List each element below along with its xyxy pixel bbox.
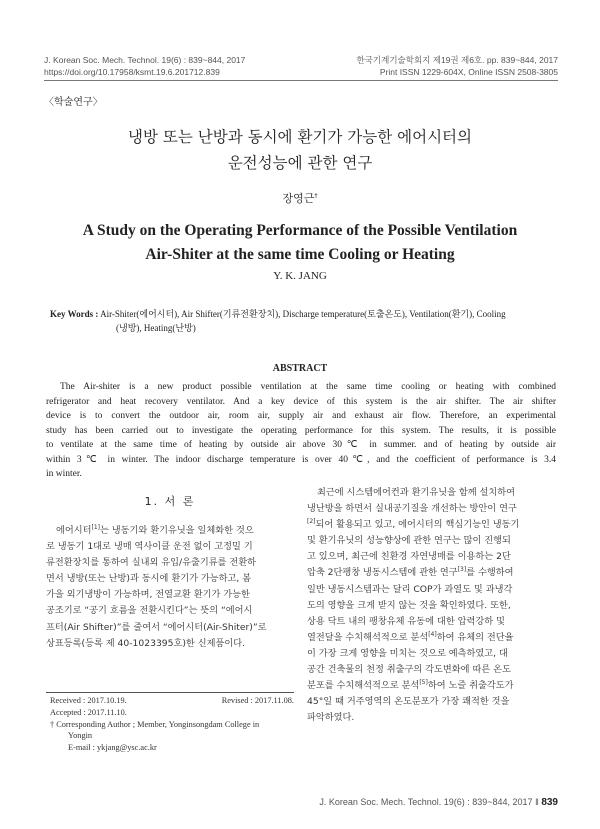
body-line: 최근에 시스템에어컨과 환기유닛을 함께 설치하여 bbox=[317, 487, 516, 498]
body-line: 고 있으며, 최근에 친환경 자연냉매를 이용하는 2단 bbox=[307, 551, 511, 563]
footnote-divider bbox=[46, 692, 294, 693]
author-english: Y. K. JANG bbox=[273, 270, 327, 282]
author-korean bbox=[0, 190, 600, 206]
abstract-line: The Air-shiter is a new product possible ventilation at the same time cooling or heating with combined bbox=[60, 382, 556, 392]
body-line: 가을 외기냉방이 가능하며, 전열교환 환기가 가능한 bbox=[46, 589, 250, 601]
article-category: 〈학술연구〉 bbox=[44, 97, 103, 108]
received-date: Received : 2017.10.19. bbox=[50, 696, 127, 705]
title-korean bbox=[0, 124, 600, 176]
body-column-left bbox=[46, 523, 294, 652]
body-line: 압축 2단팽창 냉동시스템에 관한 연구[3]를 수행하여 bbox=[307, 566, 514, 579]
body-line: 상용 닥트 내의 팽창유체 유동에 대한 압력강하 및 bbox=[307, 615, 505, 627]
body-line: 로 냉동기 1대로 냉매 역사이클 운전 없이 고정밀 기 bbox=[46, 541, 253, 553]
abstract-line: study has been carried out to investigate the operating performance for this system. The results, it is possible bbox=[46, 425, 556, 436]
footer-citation: J. Korean Soc. Mech. Technol. 19(6) : 839~844, 2017 bbox=[319, 797, 533, 807]
revised-date: Revised : 2017.11.08. bbox=[221, 696, 294, 705]
corresponding-author: † Corresponding Author ; Member, Yonginsongdam College in bbox=[50, 719, 260, 729]
body-line: 도의 영향을 크게 받지 않는 것을 확인하였다. 또한, bbox=[307, 599, 511, 611]
citation-ref[interactable]: [2] bbox=[307, 518, 316, 526]
corresponding-author-mark: † bbox=[314, 192, 318, 200]
citation-ref[interactable]: [1] bbox=[91, 523, 101, 531]
body-line: 공간 건축물의 천정 취출구의 각도변화에 따른 온도 bbox=[307, 664, 511, 676]
keywords-line-2: (냉방), Heating(난방) bbox=[116, 323, 196, 333]
keywords-line-1: Air-Shiter(에어시터), Air Shifter(기류전환장치), Discharge temperature(토출온도), Ventilation(환기), Cooling bbox=[98, 309, 506, 319]
title-english-line-2: Air-Shiter at the same time Cooling or Heating bbox=[145, 246, 455, 263]
author-email[interactable]: E-mail : ykjang@ysc.ac.kr bbox=[68, 743, 157, 753]
body-line: 면서 냉방(또는 난방)과 동시에 환기가 가능하고, 봄 bbox=[46, 573, 252, 585]
body-line: 에어시터[1]는 냉동기와 환기유닛을 일체화한 것으 bbox=[56, 523, 254, 536]
abstract-heading: ABSTRACT bbox=[272, 363, 328, 374]
abstract-body bbox=[46, 380, 556, 482]
title-korean-line-2: 운전성능에 관한 연구 bbox=[227, 154, 373, 172]
body-line: 냉난방을 하면서 실내공기질을 개선하는 방안이 연구 bbox=[307, 503, 517, 515]
body-line: 상표등록(등록 제 40-1023395호)한 신제품이다. bbox=[46, 637, 246, 649]
section-heading-introduction: 1. 서 론 bbox=[144, 495, 196, 508]
body-column-right bbox=[307, 485, 557, 726]
accepted-date: Accepted : 2017.11.10. bbox=[50, 707, 127, 717]
body-line: 열전달을 수치해석적으로 분석[4]하여 유체의 전단율 bbox=[307, 630, 514, 643]
page-footer bbox=[319, 797, 558, 808]
body-line: 파악하였다. bbox=[307, 712, 355, 724]
running-header-right bbox=[356, 54, 558, 78]
body-line: [2]되어 활용되고 있고, 에어시터의 핵심기능인 냉동기 bbox=[307, 518, 520, 531]
body-line: 45°일 때 거주영역의 온도분포가 가장 쾌적한 것을 bbox=[307, 696, 510, 708]
body-line: 이 가장 크게 영향을 미치는 것으로 예측하였고, 대 bbox=[307, 647, 508, 659]
journal-citation-korean: 한국기계기술학회지 제19권 제6호. pp. 839~844, 2017 bbox=[356, 55, 558, 65]
abstract-line: refrigerator and heat recovery ventilator. And a key device of this system is the air shifter. The air shifter bbox=[46, 396, 556, 407]
body-line: 및 환기유닛의 성능향상에 관한 연구는 많이 진행되 bbox=[307, 535, 511, 547]
citation-ref[interactable]: [4] bbox=[428, 630, 437, 638]
body-line: 류전환장치를 통하여 실내외 유입/유출기류를 전환하 bbox=[46, 557, 257, 569]
citation-ref[interactable]: [5] bbox=[419, 679, 428, 687]
corresponding-author-city: Yongin bbox=[68, 731, 93, 741]
keywords-block bbox=[50, 307, 554, 335]
footnote-block bbox=[50, 695, 294, 754]
title-english-line-1: A Study on the Operating Performance of the Possible Ventilation bbox=[82, 222, 518, 239]
journal-citation: J. Korean Soc. Mech. Technol. 19(6) : 839~844, 2017 bbox=[44, 55, 246, 65]
body-line: 일반 냉동시스템과는 달리 COP가 과열도 및 과냉각 bbox=[307, 583, 513, 595]
title-english bbox=[0, 219, 600, 267]
abstract-line: within 3℃ in winter. The indoor discharge temperature is over 40℃, and the coefficient of performance is 3.4 bbox=[46, 454, 556, 465]
body-line: 프터(Air Shifter)”를 줄여서 “에어시터(Air-Shiter)”로 bbox=[46, 621, 267, 633]
abstract-line: in winter. bbox=[46, 469, 82, 479]
citation-ref[interactable]: [3] bbox=[457, 566, 467, 574]
body-line: 분포를 수치해석적으로 분석[5]하여 노즐 취출각도가 bbox=[307, 679, 514, 692]
issn: Print ISSN 1229-604X, Online ISSN 2508-3805 bbox=[379, 67, 558, 77]
header-divider bbox=[44, 80, 558, 81]
keywords-label: Key Words : bbox=[50, 309, 99, 319]
abstract-line: to ventilate at the same time of heating by outside air above 30℃ in summer. and of heating by outside air bbox=[46, 440, 556, 450]
doi-link[interactable]: https://doi.org/10.17958/ksmt.19.6.201712.839 bbox=[44, 67, 220, 77]
running-header-left bbox=[44, 54, 245, 78]
abstract-line: device is to convert the outdoor air, room air, supply air and exhaust air flow. Therefore, an experimental bbox=[46, 411, 556, 421]
footer-separator: ‖ bbox=[535, 797, 539, 807]
title-korean-line-1: 냉방 또는 난방과 동시에 환기가 가능한 에어시터의 bbox=[128, 128, 472, 146]
page-number: 839 bbox=[541, 797, 558, 808]
author-korean-name: 장영근 bbox=[282, 192, 315, 205]
body-line: 공조기로 “공기 흐름을 전환시킨다”는 뜻의 “에어시 bbox=[46, 605, 253, 617]
